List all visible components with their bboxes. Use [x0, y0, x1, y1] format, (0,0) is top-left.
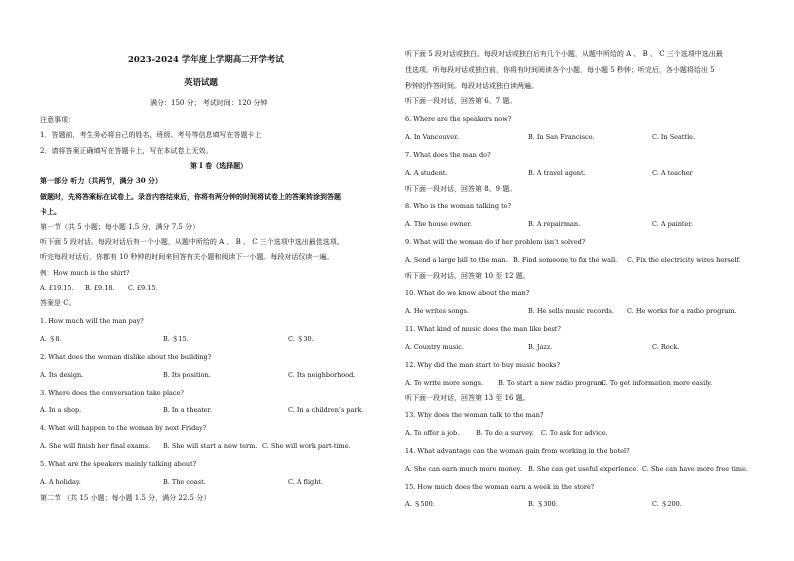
question-11: 11. What kind of music does the man like best?	[405, 325, 561, 333]
q14-option-c: C. She can have more free time.	[642, 465, 748, 473]
part1-desc-line2: 卡上。	[40, 207, 61, 216]
q14-option-a: A. She can earn much more money.	[405, 465, 522, 473]
section2-intro-line3: 秒钟的作答时间。每段对话或独白读两遍。	[405, 82, 538, 90]
example-option-a: A. £19.15.	[40, 284, 74, 292]
notes-heading: 注意事项：	[40, 116, 75, 124]
q6-option-c: C. In Seattle.	[652, 133, 696, 141]
part1-desc-line1: 做题时，先将答案标在试卷上。录音内容结束后，你将有两分钟的时间将试卷上的答案转涂到答题	[40, 192, 341, 201]
q11-option-a: A. Country music.	[405, 343, 465, 351]
note-1: 1．答题前，考生务必将自己的姓名、班级、考号等信息填写在答题卡上	[40, 131, 262, 139]
directions-6-7: 听下面一段对话，回答第 6、7 题。	[405, 97, 517, 105]
question-13: 13. Why does the woman talk to the man?	[405, 411, 544, 419]
q1-option-c: C. ＄30.	[288, 335, 314, 343]
q8-option-b: B. A repairman.	[528, 220, 581, 228]
note-2: 2．请将答案正确填写在答题卡上，写在本试卷上无效。	[40, 147, 213, 155]
directions-8-9: 听下面一段对话，回答第 8、9 题。	[405, 185, 517, 193]
q5-option-c: C. A flight.	[288, 478, 324, 486]
section2-intro-line1: 听下面 5 段对话或独白。每段对话或独白后有几个小题，从题中所给的 A 、 B 、 C 三个选项中选出最	[405, 50, 723, 58]
q4-option-c: C. She will work part-time.	[262, 442, 351, 450]
q12-option-a: A. To write more songs.	[405, 379, 484, 387]
question-3: 3. Where does the conversation take place?	[40, 389, 184, 397]
q13-option-a: A. To offer a job.	[405, 429, 460, 437]
example-option-c: C. £9.15.	[128, 284, 158, 292]
q3-option-a: A. In a shop.	[40, 406, 82, 414]
q7-option-c: C. A teacher	[652, 169, 693, 177]
q4-option-a: A. She will finish her final exams.	[40, 442, 151, 450]
example-answer: 答案是 C。	[40, 299, 76, 307]
directions-13-16: 听下面一段对话，回答第 13 至 16 题。	[405, 394, 530, 402]
q11-option-c: C. Rock.	[652, 343, 680, 351]
q13-option-b: B. To do a survey.	[476, 429, 534, 437]
q15-option-a: A. ＄500.	[405, 500, 435, 508]
q1-option-b: B. ＄15.	[163, 335, 189, 343]
q2-option-a: A. Its design.	[40, 371, 84, 379]
q9-option-a: A. Send a large bill to the man.	[405, 256, 508, 264]
q10-option-b: B. He sells music records.	[528, 307, 614, 315]
q12-option-b: B. To start a new radio program.	[498, 379, 606, 387]
example-question: 例：How much is the shirt?	[40, 269, 130, 277]
question-2: 2. What does the woman dislike about the building?	[40, 353, 212, 361]
question-10: 10. What do we know about the man?	[405, 289, 530, 297]
question-7: 7. What does the man do?	[405, 151, 491, 159]
example-option-b: B. £9.18.	[85, 284, 115, 292]
exam-subtitle: 英语试题	[184, 78, 219, 88]
q4-option-b: B. She will start a new term.	[163, 442, 258, 450]
q3-option-c: C. In a children’s park.	[288, 406, 364, 414]
question-15: 15. How much does the woman earn a week in the store?	[405, 483, 595, 491]
section-title: 第 I 卷（选择题）	[190, 161, 248, 170]
question-8: 8. Who is the woman talking to?	[405, 202, 512, 210]
section2-intro-line2: 佳选项。听每段对话或独白前，你将有时间阅读各个小题，每小题 5 秒钟；听完后，各小题将给出 5	[405, 66, 715, 74]
q6-option-a: A. In Vancouver.	[405, 133, 459, 141]
question-6: 6. Where are the speakers now?	[405, 115, 512, 123]
q6-option-b: B. In San Francisco.	[528, 133, 595, 141]
q12-option-c: C. To get information more easily.	[601, 379, 713, 387]
q2-option-b: B. Its position.	[163, 371, 211, 379]
q10-option-c: C. He works for a radio program.	[627, 307, 737, 315]
q11-option-b: B. Jazz.	[528, 343, 553, 351]
q15-option-b: B. ＄300.	[528, 500, 558, 508]
question-9: 9. What will the woman do if her problem isn’t solved?	[405, 238, 586, 246]
q3-option-b: B. In a theater.	[163, 406, 213, 414]
q10-option-a: A. He writes songs.	[405, 307, 470, 315]
q1-option-a: A. ＄8.	[40, 335, 62, 343]
q14-option-b: B. She can get useful experience.	[528, 465, 639, 473]
section1-heading: 第一节（共 5 小题；每小题 1.5 分，满分 7.5 分）	[40, 223, 200, 231]
q8-option-a: A. The house owner.	[405, 220, 472, 228]
exam-meta: 满分：150 分； 考试时间：120 分钟	[150, 99, 268, 107]
section2-heading: 第二节 （共 15 小题；每小题 1.5 分，满分 22.5 分）	[40, 494, 211, 502]
q8-option-c: C. A painter.	[652, 220, 693, 228]
exam-title: 2023-2024 学年度上学期高二开学考试	[128, 55, 284, 65]
directions-10-12: 听下面一段对话，回答第 10 至 12 题。	[405, 272, 530, 280]
q9-option-c: C. Fix the electricity wires herself.	[627, 256, 741, 264]
q2-option-c: C. Its neighborhood.	[288, 371, 356, 379]
q9-option-b: B. Find someone to fix the wall.	[513, 256, 618, 264]
q5-option-b: B. The coast.	[163, 478, 206, 486]
q5-option-a: A. A holiday.	[40, 478, 81, 486]
q7-option-b: B. A travel agent.	[528, 169, 586, 177]
part1-heading: 第一部分 听力（共两节，满分 30 分）	[40, 176, 163, 185]
q13-option-c: C. To ask for advice.	[541, 429, 608, 437]
section1-desc-line2: 听完每段对话后，你都有 10 秒钟的时间来回答有关小题和阅读下一小题。每段对话仅读一遍。	[40, 253, 334, 261]
question-1: 1. How much will the man pay?	[40, 317, 144, 325]
q7-option-a: A. A student.	[405, 169, 448, 177]
section1-desc-line1: 听下面 5 段对话。每段对话后有一个小题，从题中所给的 A 、 B 、 C 三个选项中选出最佳选项。	[40, 238, 344, 246]
question-5: 5. What are the speakers mainly talking about?	[40, 460, 197, 468]
question-14: 14. What advantage can the woman gain from working in the hotel?	[405, 447, 630, 455]
q15-option-c: C. ＄200.	[652, 500, 682, 508]
question-4: 4. What will happen to the woman by next Friday?	[40, 424, 207, 432]
question-12: 12. Why did the man start to buy music books?	[405, 361, 560, 369]
